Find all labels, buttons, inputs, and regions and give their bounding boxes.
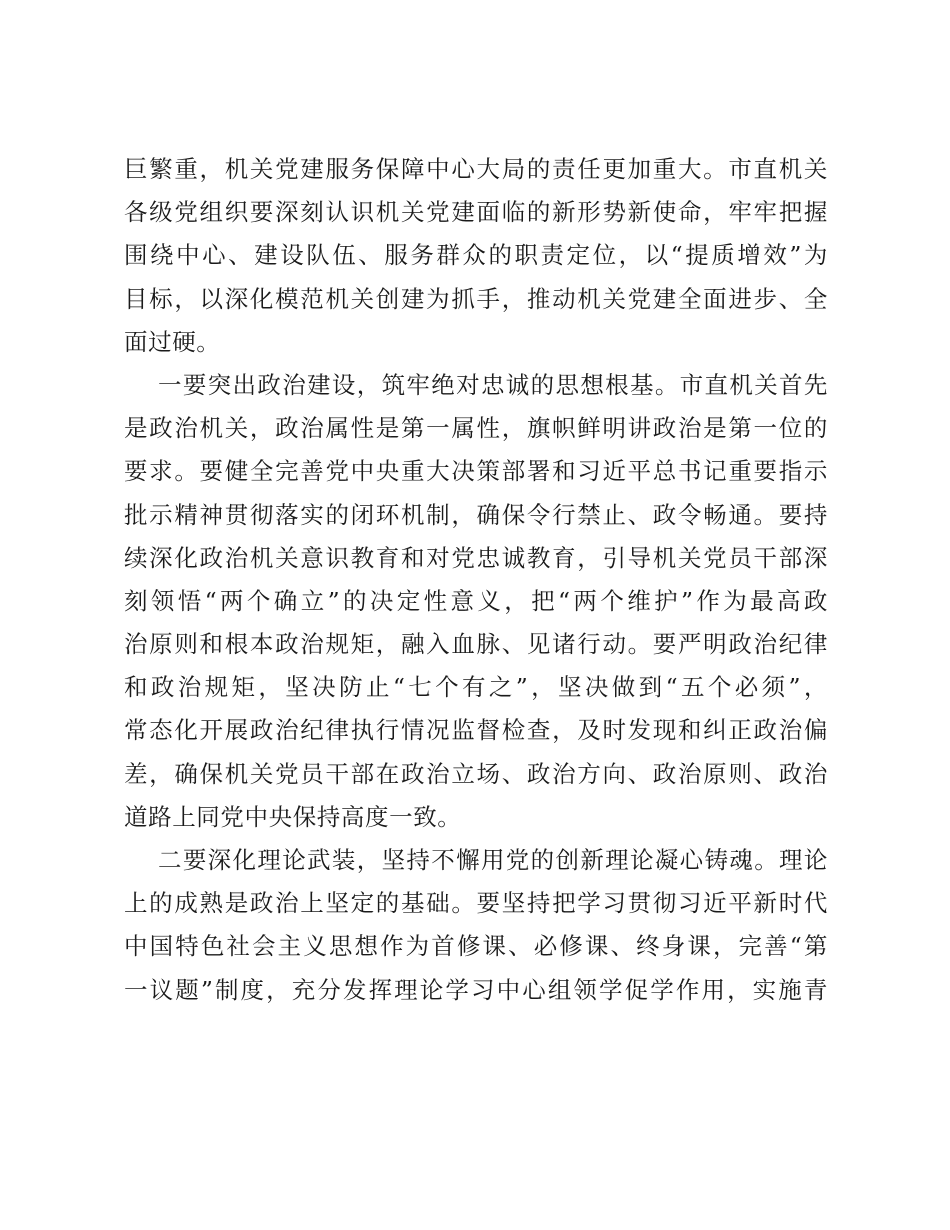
paragraph-intro-continued [124, 148, 828, 364]
text-line: 常态化开展政治纪律执行情况监督检查，及时发现和纠正政治偏 [124, 716, 828, 745]
text-line: 二要深化理论武装，坚持不懈用党的创新理论凝心铸魂。理论 [158, 846, 828, 874]
text-line: 和政治规矩，坚决防止“七个有之”，坚决做到“五个必须”， [124, 673, 828, 702]
text-line: 各级党组织要深刻认识机关党建面临的新形势新使命，牢牢把握 [124, 198, 828, 227]
paragraph-theory-armament [124, 839, 828, 1012]
text-line: 上的成熟是政治上坚定的基础。要坚持把学习贯彻习近平新时代 [124, 889, 828, 918]
text-line: 巨繁重，机关党建服务保障中心大局的责任更加重大。市直机关 [124, 155, 828, 183]
text-line: 治原则和根本政治规矩，融入血脉、见诸行动。要严明政治纪律 [124, 630, 828, 659]
text-line: 差，确保机关党员干部在政治立场、政治方向、政治原则、政治 [124, 759, 828, 788]
text-line: 一要突出政治建设，筑牢绝对忠诚的思想根基。市直机关首先 [158, 370, 828, 399]
paragraph-political-building [124, 364, 828, 839]
text-line: 中国特色社会主义思想作为首修课、必修课、终身课，完善“第 [124, 932, 828, 961]
text-line: 一议题”制度，充分发挥理论学习中心组领学促学作用，实施青 [124, 975, 828, 1004]
document-body [124, 148, 828, 1012]
text-line: 是政治机关，政治属性是第一属性，旗帜鲜明讲政治是第一位的 [124, 414, 828, 443]
text-line: 刻领悟“两个确立”的决定性意义，把“两个维护”作为最高政 [124, 586, 828, 615]
text-line: 围绕中心、建设队伍、服务群众的职责定位，以“提质增效”为 [124, 241, 828, 270]
text-line: 要求。要健全完善党中央重大决策部署和习近平总书记重要指示 [124, 457, 828, 486]
text-line: 道路上同党中央保持高度一致。 [124, 802, 462, 831]
text-line: 面过硬。 [124, 327, 221, 356]
text-line: 目标，以深化模范机关创建为抓手，推动机关党建全面进步、全 [124, 284, 828, 313]
text-line: 续深化政治机关意识教育和对党忠诚教育，引导机关党员干部深 [124, 543, 828, 572]
text-line: 批示精神贯彻落实的闭环机制，确保令行禁止、政令畅通。要持 [124, 500, 828, 529]
